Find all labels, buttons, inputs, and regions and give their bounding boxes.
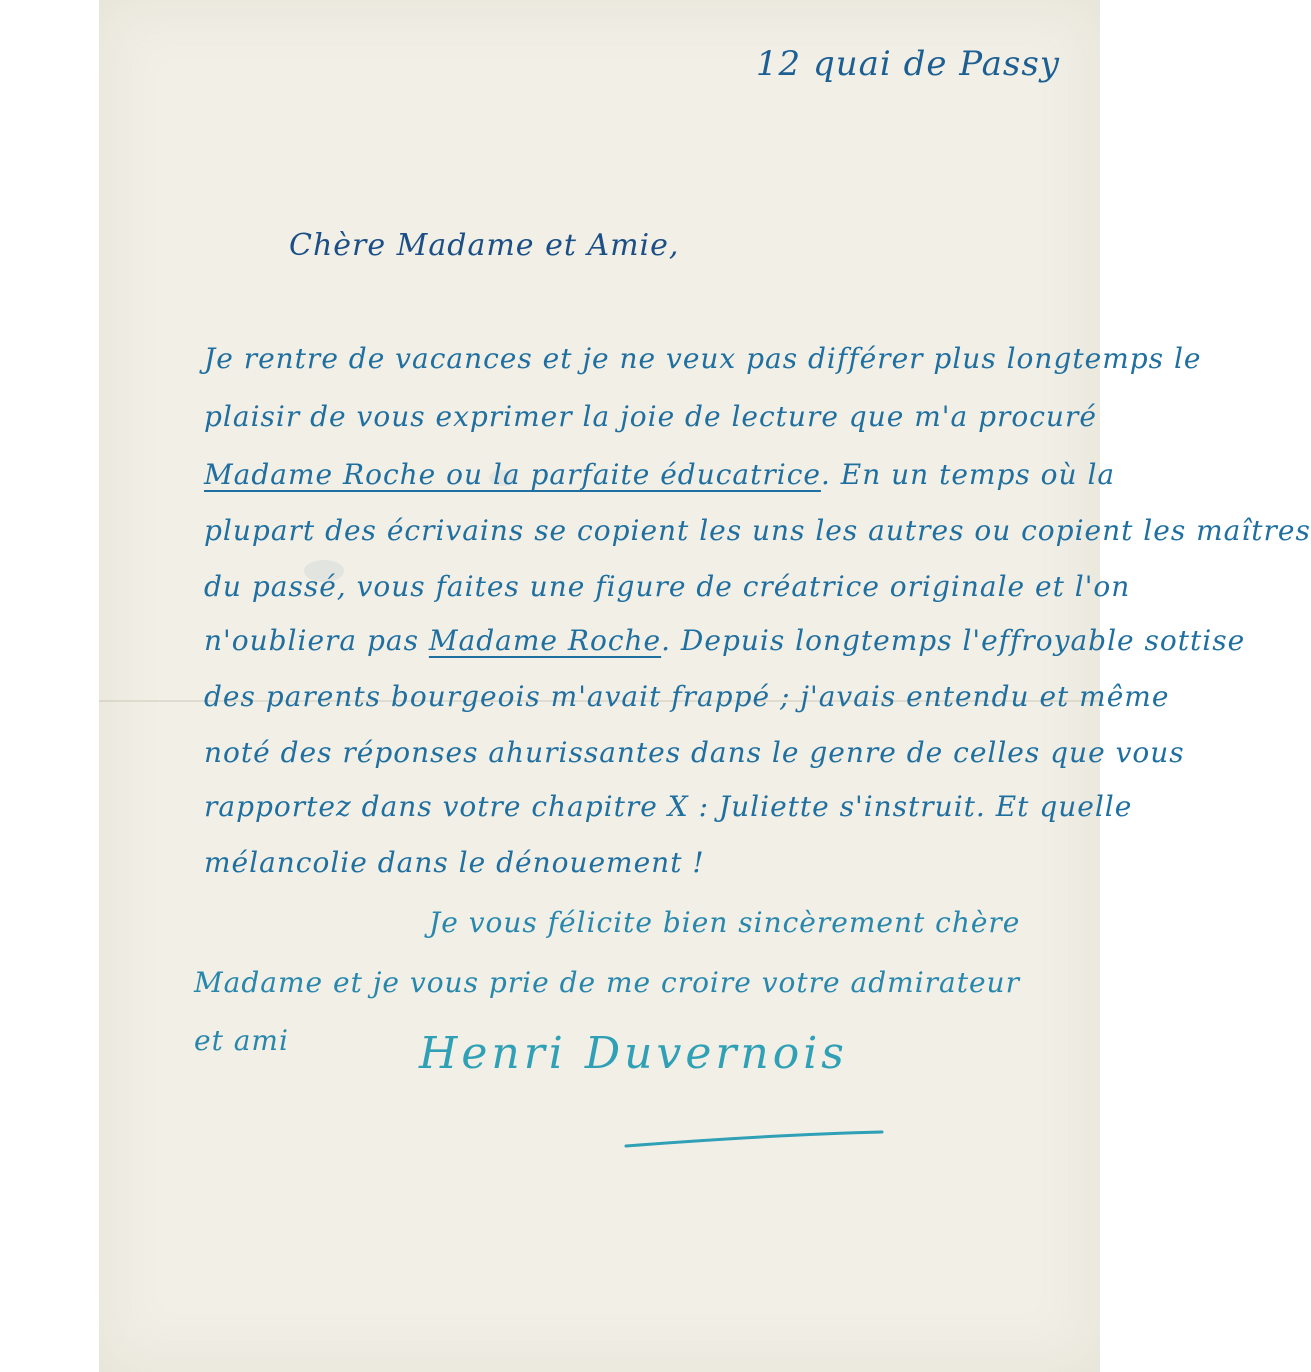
letter-line: rapportez dans votre chapitre X : Juliette s'instruit. Et quelle [204, 790, 1133, 823]
closing-line: Je vous félicite bien sincèrement chère [429, 906, 1021, 939]
letter-line: des parents bourgeois m'avait frappé ; j'avais entendu et même [204, 680, 1170, 713]
letter-line: mélancolie dans le dénouement ! [204, 846, 705, 879]
letter-line: noté des réponses ahurissantes dans le genre de celles que vous [204, 736, 1185, 769]
letter-line: n'oubliera pas Madame Roche. Depuis longtemps l'effroyable sottise [204, 624, 1246, 657]
closing-line: Madame et je vous prie de me croire votre admirateur [194, 966, 1020, 999]
book-title: Madame Roche ou la parfaite éducatrice [204, 458, 821, 491]
letter-line: Madame Roche ou la parfaite éducatrice. En un temps où la [204, 458, 1116, 491]
signature-flourish [624, 1130, 884, 1150]
letter-sheet [99, 0, 1311, 1372]
letter-date: 12 quai de Passy [755, 44, 1060, 84]
letter-line: Je rentre de vacances et je ne veux pas différer plus longtemps le [204, 342, 1202, 375]
closing-line: et ami [194, 1024, 289, 1057]
letter-salutation: Chère Madame et Amie, [289, 228, 680, 263]
letter-line: plupart des écrivains se copient les uns les autres ou copient les maîtres [204, 514, 1311, 547]
letter-line: plaisir de vous exprimer la joie de lecture que m'a procuré [204, 400, 1097, 433]
signature: Henri Duvernois [419, 1028, 848, 1079]
letter-line: du passé, vous faites une figure de créatrice originale et l'on [204, 570, 1131, 603]
book-title: Madame Roche [428, 624, 662, 657]
